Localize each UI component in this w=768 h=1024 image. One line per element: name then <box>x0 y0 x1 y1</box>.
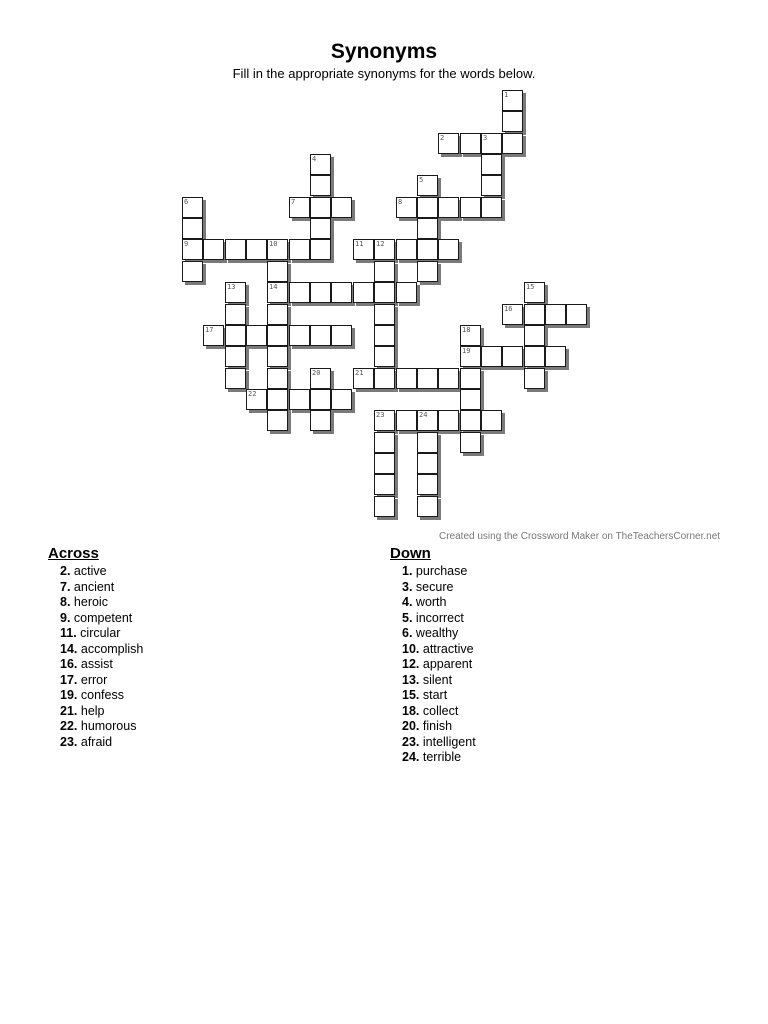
clue-text: finish <box>419 719 453 733</box>
clue-number: 16. <box>60 657 78 671</box>
clue-number: 11. <box>60 626 77 640</box>
grid-cell[interactable] <box>267 368 288 389</box>
grid-cell[interactable] <box>417 197 438 218</box>
clue-text: humorous <box>77 719 137 733</box>
clue-number: 6. <box>402 626 413 640</box>
grid-cell[interactable] <box>524 282 545 303</box>
grid-cell[interactable] <box>460 410 481 431</box>
cell-number: 12 <box>376 240 385 248</box>
grid-cell[interactable] <box>182 218 203 239</box>
grid-cell[interactable] <box>417 432 438 453</box>
grid-cell[interactable] <box>396 239 417 260</box>
grid-cell[interactable] <box>374 368 395 389</box>
grid-cell[interactable] <box>481 410 502 431</box>
across-clue <box>48 595 143 611</box>
grid-cell[interactable] <box>353 239 374 260</box>
clue-text: assist <box>77 657 113 671</box>
grid-cell[interactable] <box>289 282 310 303</box>
clue-text: silent <box>419 672 453 687</box>
grid-cell[interactable] <box>225 282 246 303</box>
grid-cell[interactable] <box>502 133 523 154</box>
cell-number: 13 <box>227 283 236 291</box>
clue-number: 22. <box>60 719 78 733</box>
grid-cell[interactable] <box>438 197 459 218</box>
cell-number: 20 <box>312 369 321 377</box>
grid-cell[interactable] <box>267 346 288 367</box>
grid-cell[interactable] <box>417 496 438 517</box>
clue-number: 24. <box>402 750 420 764</box>
clue-text: intelligent <box>419 734 476 749</box>
down-clue <box>390 642 476 658</box>
grid-cell[interactable] <box>460 133 481 154</box>
grid-cell[interactable] <box>417 474 438 495</box>
grid-cell[interactable] <box>417 218 438 239</box>
grid-cell[interactable] <box>417 410 438 431</box>
down-clue <box>390 595 476 611</box>
grid-cell[interactable] <box>460 325 481 346</box>
grid-cell[interactable] <box>481 175 502 196</box>
down-clue-list <box>390 564 476 766</box>
clue-number: 9. <box>60 610 71 625</box>
clue-text: help <box>77 703 105 718</box>
grid-cell[interactable] <box>203 325 224 346</box>
clue-text: wealthy <box>412 626 459 640</box>
grid-cell[interactable] <box>524 368 545 389</box>
grid-cell[interactable] <box>331 325 352 346</box>
down-clue <box>390 719 476 735</box>
cell-number: 18 <box>462 326 471 334</box>
clue-text: worth <box>412 595 447 609</box>
grid-cell[interactable] <box>374 346 395 367</box>
clue-text: confess <box>77 688 124 702</box>
grid-cell[interactable] <box>331 282 352 303</box>
clue-number: 8. <box>60 595 71 609</box>
across-clue <box>48 719 143 735</box>
clue-number: 23. <box>60 734 78 749</box>
down-clue <box>390 657 476 673</box>
grid-cell[interactable] <box>310 175 331 196</box>
grid-cell[interactable] <box>267 325 288 346</box>
grid-cell[interactable] <box>417 261 438 282</box>
grid-cell[interactable] <box>481 197 502 218</box>
grid-cell[interactable] <box>225 346 246 367</box>
grid-cell[interactable] <box>396 197 417 218</box>
cell-number: 6 <box>184 198 189 206</box>
down-clues <box>390 545 476 766</box>
grid-cell[interactable] <box>246 389 267 410</box>
down-clue <box>390 704 476 720</box>
cell-number: 17 <box>205 326 214 334</box>
grid-cell[interactable] <box>310 239 331 260</box>
grid-cell[interactable] <box>374 453 395 474</box>
clue-number: 4. <box>402 595 413 609</box>
grid-cell[interactable] <box>267 261 288 282</box>
grid-cell[interactable] <box>289 197 310 218</box>
across-clue <box>48 688 143 704</box>
grid-cell[interactable] <box>225 368 246 389</box>
cell-number: 5 <box>419 176 424 184</box>
grid-cell[interactable] <box>374 239 395 260</box>
grid-cell[interactable] <box>396 368 417 389</box>
grid-cell[interactable] <box>460 346 481 367</box>
grid-cell[interactable] <box>225 239 246 260</box>
grid-cell[interactable] <box>310 325 331 346</box>
grid-cell[interactable] <box>310 389 331 410</box>
down-clue <box>390 611 476 627</box>
clue-number: 10. <box>402 641 420 656</box>
grid-cell[interactable] <box>524 304 545 325</box>
clue-text: heroic <box>70 595 108 609</box>
cell-number: 21 <box>355 369 364 377</box>
clue-text: start <box>419 688 448 702</box>
down-heading: Down <box>390 545 431 562</box>
across-clue <box>48 580 143 596</box>
clue-number: 12. <box>402 657 420 671</box>
clue-text: active <box>70 564 107 578</box>
grid-cell[interactable] <box>524 325 545 346</box>
across-clues <box>48 545 143 750</box>
across-clue <box>48 642 143 658</box>
clue-number: 13. <box>402 672 420 687</box>
down-clue <box>390 735 476 751</box>
grid-cell[interactable] <box>545 346 566 367</box>
grid-cell[interactable] <box>182 197 203 218</box>
grid-cell[interactable] <box>310 368 331 389</box>
grid-cell[interactable] <box>246 239 267 260</box>
instructions: Fill in the appropriate synonyms for the words below. <box>232 66 536 81</box>
cell-number: 2 <box>440 134 445 142</box>
cell-number: 9 <box>184 240 189 248</box>
grid-cell[interactable] <box>310 154 331 175</box>
across-clue <box>48 735 143 751</box>
grid-cell[interactable] <box>353 282 374 303</box>
grid-cell[interactable] <box>396 282 417 303</box>
grid-cell[interactable] <box>417 239 438 260</box>
grid-cell[interactable] <box>417 453 438 474</box>
down-clue <box>390 580 476 596</box>
grid-cell[interactable] <box>374 410 395 431</box>
grid-cell[interactable] <box>374 474 395 495</box>
down-clue <box>390 564 476 580</box>
cell-number: 3 <box>483 134 488 142</box>
grid-cell[interactable] <box>246 325 267 346</box>
clue-text: secure <box>412 579 454 594</box>
grid-cell[interactable] <box>374 261 395 282</box>
grid-cell[interactable] <box>289 325 310 346</box>
clue-number: 21. <box>60 703 78 718</box>
clue-text: afraid <box>77 734 113 749</box>
grid-cell[interactable] <box>502 90 523 111</box>
clue-text: attractive <box>419 641 474 656</box>
grid-cell[interactable] <box>331 197 352 218</box>
across-clue <box>48 673 143 689</box>
clue-text: circular <box>76 626 121 640</box>
cell-number: 23 <box>376 411 385 419</box>
grid-cell[interactable] <box>225 304 246 325</box>
grid-cell[interactable] <box>267 304 288 325</box>
grid-cell[interactable] <box>460 389 481 410</box>
grid-cell[interactable] <box>289 389 310 410</box>
down-clue <box>390 673 476 689</box>
grid-cell[interactable] <box>524 346 545 367</box>
grid-cell[interactable] <box>267 389 288 410</box>
grid-cell[interactable] <box>502 304 523 325</box>
grid-cell[interactable] <box>502 111 523 132</box>
grid-cell[interactable] <box>267 282 288 303</box>
grid-cell[interactable] <box>374 496 395 517</box>
credit-line: Created using the Crossword Maker on TheTeachersCorner.net <box>439 531 721 542</box>
grid-cell[interactable] <box>396 410 417 431</box>
grid-cell[interactable] <box>438 368 459 389</box>
clue-number: 2. <box>60 564 71 578</box>
clue-text: accomplish <box>77 641 144 656</box>
clue-number: 20. <box>402 719 420 733</box>
grid-cell[interactable] <box>460 368 481 389</box>
grid-cell[interactable] <box>417 175 438 196</box>
grid-cell[interactable] <box>438 133 459 154</box>
clue-number: 19. <box>60 688 78 702</box>
grid-cell[interactable] <box>182 261 203 282</box>
across-clue <box>48 626 143 642</box>
grid-cell[interactable] <box>182 239 203 260</box>
clue-number: 14. <box>60 641 78 656</box>
clue-text: error <box>77 672 108 687</box>
grid-cell[interactable] <box>417 368 438 389</box>
cell-number: 16 <box>504 305 513 313</box>
cell-number: 7 <box>291 198 296 206</box>
clue-text: terrible <box>419 750 462 764</box>
grid-cell[interactable] <box>481 133 502 154</box>
grid-cell[interactable] <box>502 346 523 367</box>
down-clue <box>390 626 476 642</box>
grid-cell[interactable] <box>460 197 481 218</box>
across-clue-list <box>48 564 143 750</box>
across-clue <box>48 611 143 627</box>
clue-text: competent <box>70 610 133 625</box>
clue-text: incorrect <box>412 610 464 625</box>
down-clue <box>390 688 476 704</box>
across-clue <box>48 564 143 580</box>
grid-cell[interactable] <box>310 410 331 431</box>
clue-number: 5. <box>402 610 413 625</box>
grid-cell[interactable] <box>374 432 395 453</box>
clue-number: 15. <box>402 688 420 702</box>
clue-number: 3. <box>402 579 413 594</box>
clue-number: 7. <box>60 579 71 594</box>
grid-cell[interactable] <box>374 304 395 325</box>
down-clue <box>390 750 476 766</box>
grid-cell[interactable] <box>438 239 459 260</box>
clue-number: 17. <box>60 672 78 687</box>
grid-cell[interactable] <box>331 389 352 410</box>
grid-cell[interactable] <box>545 304 566 325</box>
grid-cell[interactable] <box>374 282 395 303</box>
cell-number: 1 <box>504 91 509 99</box>
cell-number: 19 <box>462 347 471 355</box>
grid-cell[interactable] <box>566 304 587 325</box>
cell-number: 24 <box>419 411 428 419</box>
cell-number: 4 <box>312 155 317 163</box>
cell-number: 10 <box>269 240 278 248</box>
cell-number: 8 <box>398 198 403 206</box>
grid-cell[interactable] <box>310 197 331 218</box>
grid-cell[interactable] <box>310 218 331 239</box>
across-heading: Across <box>48 545 99 562</box>
grid-cell[interactable] <box>289 239 310 260</box>
grid-cell[interactable] <box>374 325 395 346</box>
grid-cell[interactable] <box>460 432 481 453</box>
grid-cell[interactable] <box>438 410 459 431</box>
clue-number: 18. <box>402 703 420 718</box>
grid-cell[interactable] <box>353 368 374 389</box>
clue-text: purchase <box>412 564 468 578</box>
across-clue <box>48 657 143 673</box>
grid-cell[interactable] <box>203 239 224 260</box>
clue-number: 23. <box>402 734 420 749</box>
grid-cell[interactable] <box>267 410 288 431</box>
clue-text: apparent <box>419 657 473 671</box>
cell-number: 22 <box>248 390 257 398</box>
cell-number: 14 <box>269 283 278 291</box>
cell-number: 11 <box>355 240 364 248</box>
grid-cell[interactable] <box>481 154 502 175</box>
grid-cell[interactable] <box>481 346 502 367</box>
grid-cell[interactable] <box>225 325 246 346</box>
cell-number: 15 <box>526 283 535 291</box>
clue-text: ancient <box>70 579 115 594</box>
across-clue <box>48 704 143 720</box>
grid-cell[interactable] <box>267 239 288 260</box>
clue-number: 1. <box>402 564 413 578</box>
clue-text: collect <box>419 703 459 718</box>
grid-cell[interactable] <box>310 282 331 303</box>
page-title: Synonyms <box>330 40 438 63</box>
